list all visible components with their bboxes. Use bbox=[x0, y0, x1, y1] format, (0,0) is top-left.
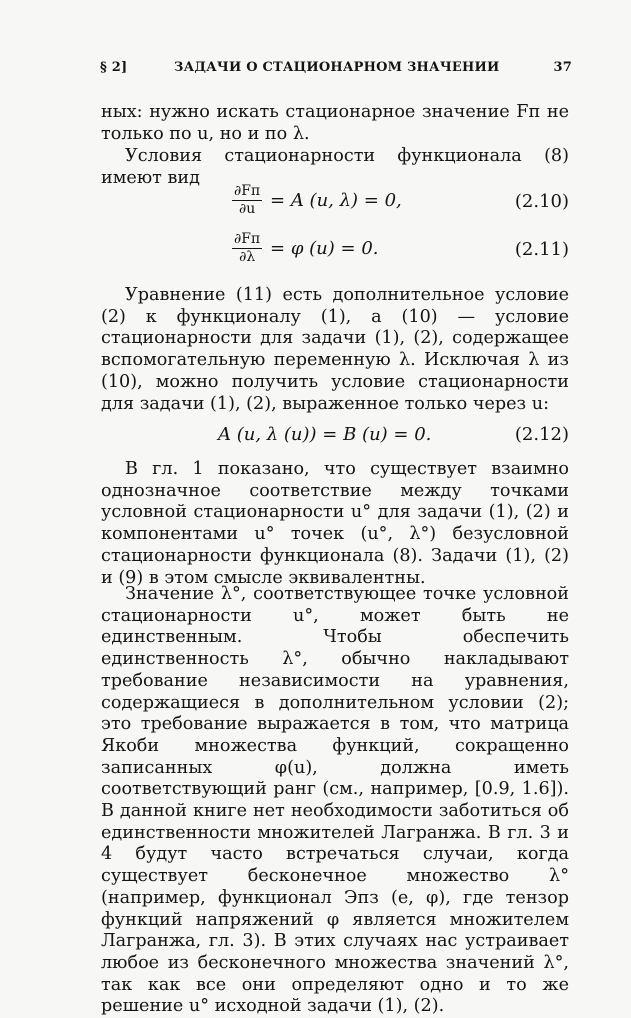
paragraph-additional-condition: Уравнение (11) есть дополнительное условие (2) к функционалу (1), а (10) — условие стационарности для задачи (1), (2), содержащее вспомогательную переменную λ. Исключая λ из (10), можно получить условие стационарности для задачи (1), (2), выраженное только через u: bbox=[101, 285, 569, 414]
fraction bbox=[232, 183, 262, 218]
equation-label: (2.11) bbox=[514, 239, 569, 260]
paragraph-continuation: ных: нужно искать стационарное значение Fп не только по u, но и по λ. bbox=[101, 102, 569, 144]
paragraph-correspondence: В гл. 1 показано, что существует взаимно однозначное соответствие между точками условной стационарности u° для задачи (1), (2) и компонентами u° точек (u°, λ°) безусловной стационарности функционала (8). Задачи (1), (2) и (9) в этом смысле эквивалентны. bbox=[101, 459, 569, 588]
equation-2-12 bbox=[101, 424, 569, 464]
equation-rhs: = A (u, λ) = 0, bbox=[270, 190, 402, 211]
equation-rhs: = φ (u) = 0. bbox=[270, 238, 379, 259]
running-header bbox=[96, 60, 572, 80]
equation-expression: A (u, λ (u)) = B (u) = 0. bbox=[218, 424, 432, 445]
equation-label: (2.10) bbox=[514, 191, 569, 212]
paragraph-stationarity-conditions: Условия стационарности функционала (8) имеют вид bbox=[101, 146, 569, 188]
equation-label: (2.12) bbox=[514, 424, 569, 445]
section-marker: § 2] bbox=[100, 60, 128, 75]
page-number: 37 bbox=[553, 60, 572, 75]
equation-2-10 bbox=[101, 183, 569, 223]
fraction bbox=[232, 231, 262, 266]
paragraph-lagrange-multipliers: Значение λ°, соответствующее точке условной стационарности u°, может быть не единственным. Чтобы обеспечить единственность λ°, обычно накладывают требование независимости на уравнения, содержащиеся в дополнительном условии (2); это требование выражается в том, что матрица Якоби множества функций, сокращенно записанных φ(u), должна иметь соответствующий ранг (см., например, [0.9, 1.6]). В данной книге нет необходимости заботиться об единственности множителей Лагранжа. В гл. 3 и 4 будут часто встречаться случаи, когда существует бесконечное множество λ° (например, функционал Эпз (e, φ), где тензор функций напряжений φ является множителем Лагранжа, гл. 3). В этих случаях нас устраивает любое из бесконечного множества значений λ°, так как все они определяют одно и то же решение u° исходной задачи (1), (2). bbox=[101, 584, 569, 1017]
fraction-denominator: ∂u bbox=[239, 201, 256, 217]
chapter-title: ЗАДАЧИ О СТАЦИОНАРНОМ ЗНАЧЕНИИ bbox=[174, 60, 500, 75]
fraction-denominator: ∂λ bbox=[239, 249, 256, 265]
equation-2-11 bbox=[101, 231, 569, 271]
fraction-numerator: ∂Fп bbox=[234, 231, 261, 247]
fraction-numerator: ∂Fп bbox=[234, 183, 261, 199]
